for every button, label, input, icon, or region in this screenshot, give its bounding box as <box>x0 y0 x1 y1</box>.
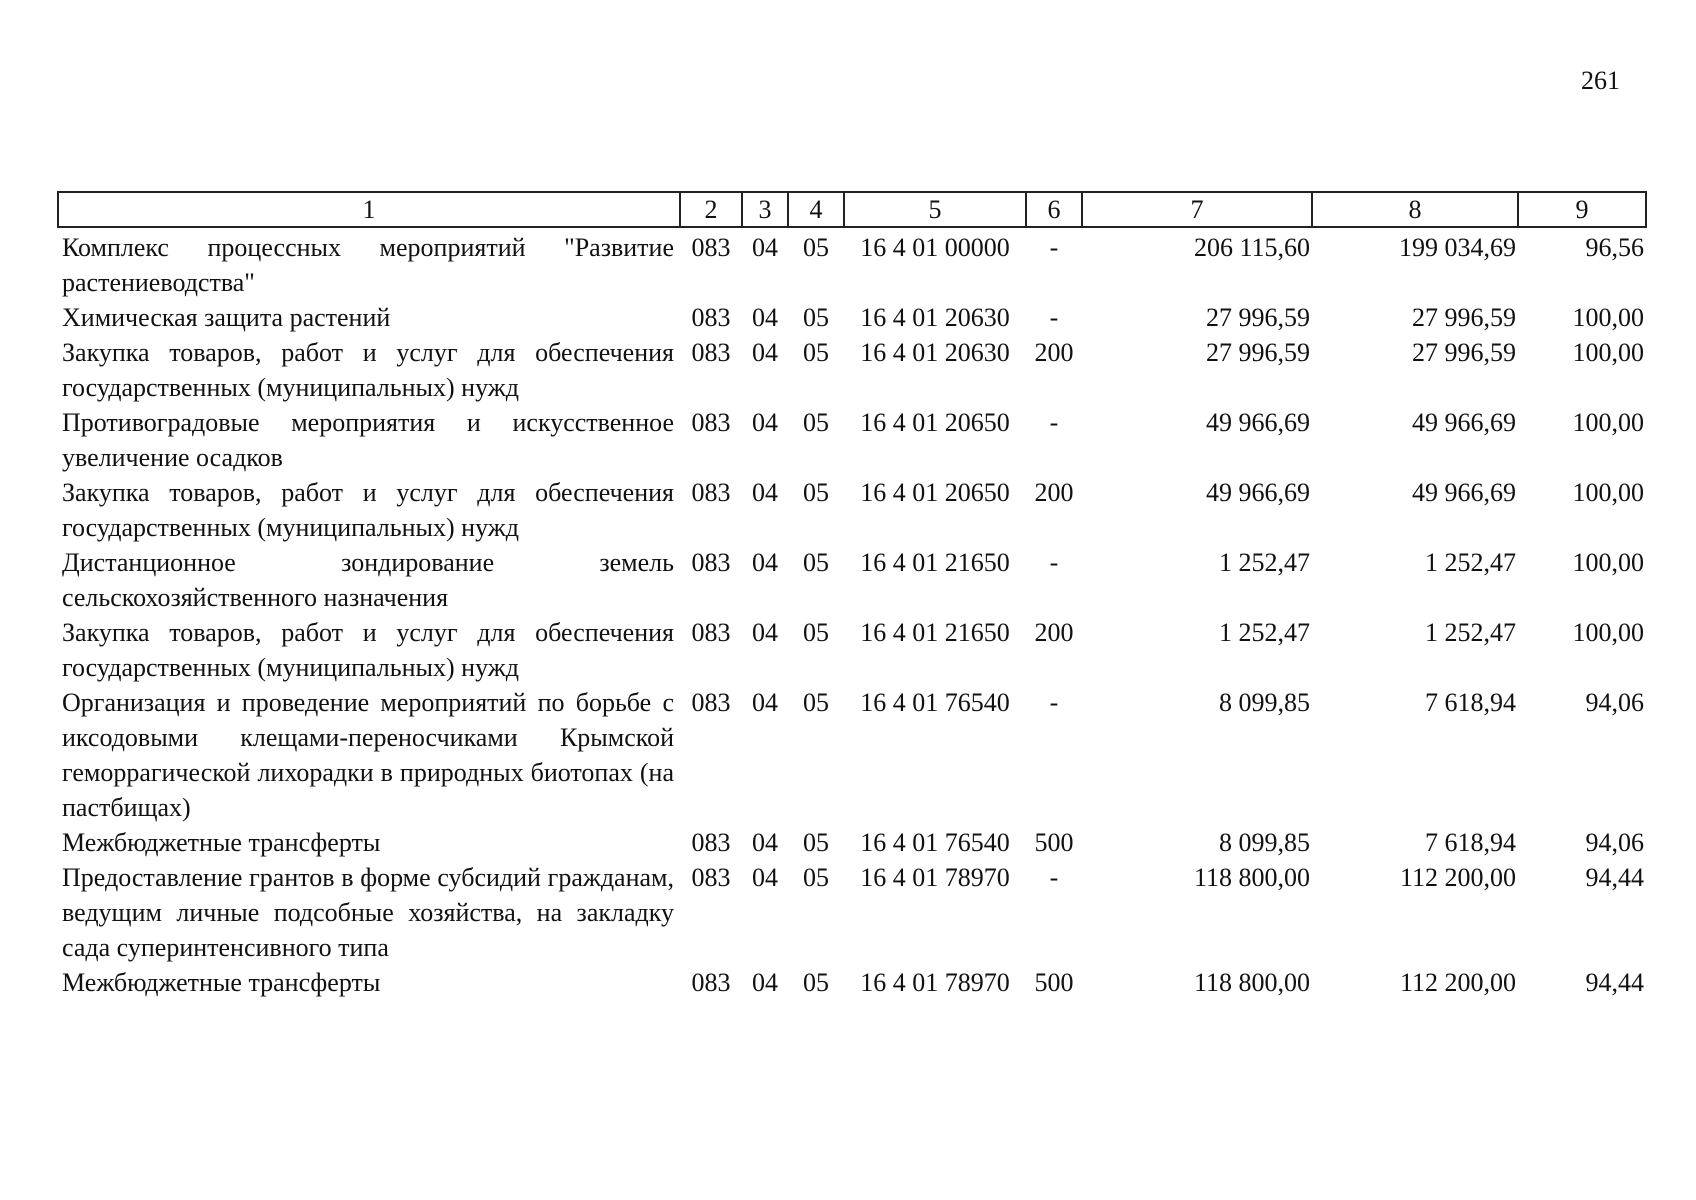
row-code-cell: 083 <box>691 408 731 437</box>
row-target-article-cell: 16 4 01 76540 <box>860 688 1010 717</box>
row-percent-cell: 94,06 <box>1585 688 1644 717</box>
row-plan-amount-cell: 27 996,59 <box>1206 303 1310 332</box>
row-expense-type-cell: - <box>1049 408 1059 437</box>
row-plan-amount-cell: 1 252,47 <box>1219 548 1310 577</box>
row-percent-cell: 100,00 <box>1572 548 1644 577</box>
table-row <box>58 685 1646 825</box>
row-actual-amount-cell: 7 618,94 <box>1425 688 1516 717</box>
row-subsection-cell: 05 <box>803 478 829 507</box>
row-percent-cell: 96,56 <box>1585 233 1644 262</box>
row-plan-amount-cell: 118 800,00 <box>1193 968 1310 997</box>
header-cell-6: 6 <box>1026 192 1082 227</box>
row-actual-amount-cell: 49 966,69 <box>1412 408 1516 437</box>
row-plan-amount-cell: 49 966,69 <box>1206 408 1310 437</box>
row-target-article-cell: 16 4 01 78970 <box>860 968 1010 997</box>
row-actual-amount-cell: 27 996,59 <box>1412 338 1516 367</box>
header-cell-4: 4 <box>788 192 844 227</box>
header-cell-7: 7 <box>1082 192 1312 227</box>
row-expense-type-cell: - <box>1049 863 1059 892</box>
row-section-cell: 04 <box>752 408 778 437</box>
row-name-cell: Межбюджетные трансферты <box>62 828 381 857</box>
row-section-cell: 04 <box>752 338 778 367</box>
row-plan-amount-cell: 1 252,47 <box>1219 618 1310 647</box>
row-expense-type-cell: 200 <box>1034 338 1074 367</box>
row-actual-amount-cell: 49 966,69 <box>1412 478 1516 507</box>
row-actual-amount-cell: 1 252,47 <box>1425 548 1516 577</box>
row-target-article-cell: 16 4 01 00000 <box>860 233 1010 262</box>
row-section-cell: 04 <box>752 233 778 262</box>
row-subsection-cell: 05 <box>803 863 829 892</box>
row-plan-amount-cell: 8 099,85 <box>1219 828 1310 857</box>
table-row <box>58 965 1646 1000</box>
row-code-cell: 083 <box>691 303 731 332</box>
row-expense-type-cell: - <box>1049 688 1059 717</box>
row-section-cell: 04 <box>752 478 778 507</box>
table-row <box>58 227 1646 300</box>
row-section-cell: 04 <box>752 303 778 332</box>
row-subsection-cell: 05 <box>803 828 829 857</box>
row-name-cell: Межбюджетные трансферты <box>62 968 381 997</box>
row-name-cell: Закупка товаров, работ и услуг для обеспечения государственных (муниципальных) нужд <box>62 618 674 682</box>
table-row <box>58 825 1646 860</box>
row-section-cell: 04 <box>752 863 778 892</box>
row-code-cell: 083 <box>691 968 731 997</box>
row-target-article-cell: 16 4 01 20650 <box>860 408 1010 437</box>
table-row <box>58 475 1646 545</box>
row-subsection-cell: 05 <box>803 338 829 367</box>
table-body <box>58 227 1646 1000</box>
row-actual-amount-cell: 27 996,59 <box>1412 303 1516 332</box>
row-section-cell: 04 <box>752 688 778 717</box>
row-code-cell: 083 <box>691 478 731 507</box>
row-target-article-cell: 16 4 01 76540 <box>860 828 1010 857</box>
row-percent-cell: 100,00 <box>1572 618 1644 647</box>
table-row <box>58 615 1646 685</box>
budget-table <box>57 191 1647 1000</box>
row-code-cell: 083 <box>691 618 731 647</box>
row-expense-type-cell: - <box>1049 233 1059 262</box>
row-percent-cell: 94,44 <box>1585 968 1644 997</box>
table-row <box>58 860 1646 965</box>
row-subsection-cell: 05 <box>803 968 829 997</box>
row-percent-cell: 100,00 <box>1572 338 1644 367</box>
row-subsection-cell: 05 <box>803 408 829 437</box>
row-actual-amount-cell: 1 252,47 <box>1425 618 1516 647</box>
row-name-cell: Предоставление грантов в форме субсидий гражданам, ведущим личные подсобные хозяйства, на закладку сада суперинтенсивного типа <box>62 863 674 962</box>
row-target-article-cell: 16 4 01 20650 <box>860 478 1010 507</box>
header-cell-3: 3 <box>742 192 788 227</box>
row-target-article-cell: 16 4 01 21650 <box>860 548 1010 577</box>
row-actual-amount-cell: 7 618,94 <box>1425 828 1516 857</box>
row-percent-cell: 94,06 <box>1585 828 1644 857</box>
row-code-cell: 083 <box>691 233 731 262</box>
row-name-cell: Химическая защита растений <box>62 303 391 332</box>
row-plan-amount-cell: 27 996,59 <box>1206 338 1310 367</box>
header-cell-5: 5 <box>844 192 1026 227</box>
row-actual-amount-cell: 199 034,69 <box>1399 233 1516 262</box>
row-target-article-cell: 16 4 01 78970 <box>860 863 1010 892</box>
row-plan-amount-cell: 8 099,85 <box>1219 688 1310 717</box>
row-target-article-cell: 16 4 01 20630 <box>860 303 1010 332</box>
header-cell-2: 2 <box>680 192 742 227</box>
row-percent-cell: 100,00 <box>1572 408 1644 437</box>
header-cell-1: 1 <box>58 192 680 227</box>
row-name-cell: Дистанционное зондирование земель сельскохозяйственного назначения <box>62 548 674 612</box>
row-percent-cell: 100,00 <box>1572 478 1644 507</box>
row-name-cell: Противоградовые мероприятия и искусственное увеличение осадков <box>62 408 674 472</box>
row-subsection-cell: 05 <box>803 303 829 332</box>
row-name-cell: Закупка товаров, работ и услуг для обеспечения государственных (муниципальных) нужд <box>62 478 674 542</box>
row-code-cell: 083 <box>691 548 731 577</box>
row-code-cell: 083 <box>691 338 731 367</box>
row-name-cell: Комплекс процессных мероприятий "Развитие растениеводства" <box>62 233 674 297</box>
row-code-cell: 083 <box>691 828 731 857</box>
table-row <box>58 405 1646 475</box>
page-number: 261 <box>1581 66 1620 95</box>
header-row <box>58 192 1646 227</box>
row-plan-amount-cell: 118 800,00 <box>1193 863 1310 892</box>
row-expense-type-cell: 200 <box>1034 478 1074 507</box>
row-section-cell: 04 <box>752 618 778 647</box>
table-header <box>58 192 1646 227</box>
row-actual-amount-cell: 112 200,00 <box>1399 863 1516 892</box>
row-expense-type-cell: 500 <box>1034 828 1074 857</box>
row-section-cell: 04 <box>752 828 778 857</box>
row-name-cell: Закупка товаров, работ и услуг для обеспечения государственных (муниципальных) нужд <box>62 338 674 402</box>
header-cell-8: 8 <box>1312 192 1518 227</box>
table-row <box>58 545 1646 615</box>
row-expense-type-cell: - <box>1049 303 1059 332</box>
row-expense-type-cell: - <box>1049 548 1059 577</box>
row-section-cell: 04 <box>752 968 778 997</box>
row-percent-cell: 94,44 <box>1585 863 1644 892</box>
row-section-cell: 04 <box>752 548 778 577</box>
row-expense-type-cell: 500 <box>1034 968 1074 997</box>
row-subsection-cell: 05 <box>803 233 829 262</box>
row-plan-amount-cell: 206 115,60 <box>1193 233 1310 262</box>
row-expense-type-cell: 200 <box>1034 618 1074 647</box>
table-row <box>58 300 1646 335</box>
row-subsection-cell: 05 <box>803 548 829 577</box>
row-target-article-cell: 16 4 01 20630 <box>860 338 1010 367</box>
row-subsection-cell: 05 <box>803 618 829 647</box>
row-percent-cell: 100,00 <box>1572 303 1644 332</box>
table-row <box>58 335 1646 405</box>
row-name-cell: Организация и проведение мероприятий по борьбе с иксодовыми клещами-переносчиками Крымской геморрагической лихорадки в природных биотопах (на пастбищах) <box>62 688 674 822</box>
row-code-cell: 083 <box>691 863 731 892</box>
row-actual-amount-cell: 112 200,00 <box>1399 968 1516 997</box>
row-plan-amount-cell: 49 966,69 <box>1206 478 1310 507</box>
row-subsection-cell: 05 <box>803 688 829 717</box>
header-cell-9: 9 <box>1518 192 1646 227</box>
row-code-cell: 083 <box>691 688 731 717</box>
row-target-article-cell: 16 4 01 21650 <box>860 618 1010 647</box>
